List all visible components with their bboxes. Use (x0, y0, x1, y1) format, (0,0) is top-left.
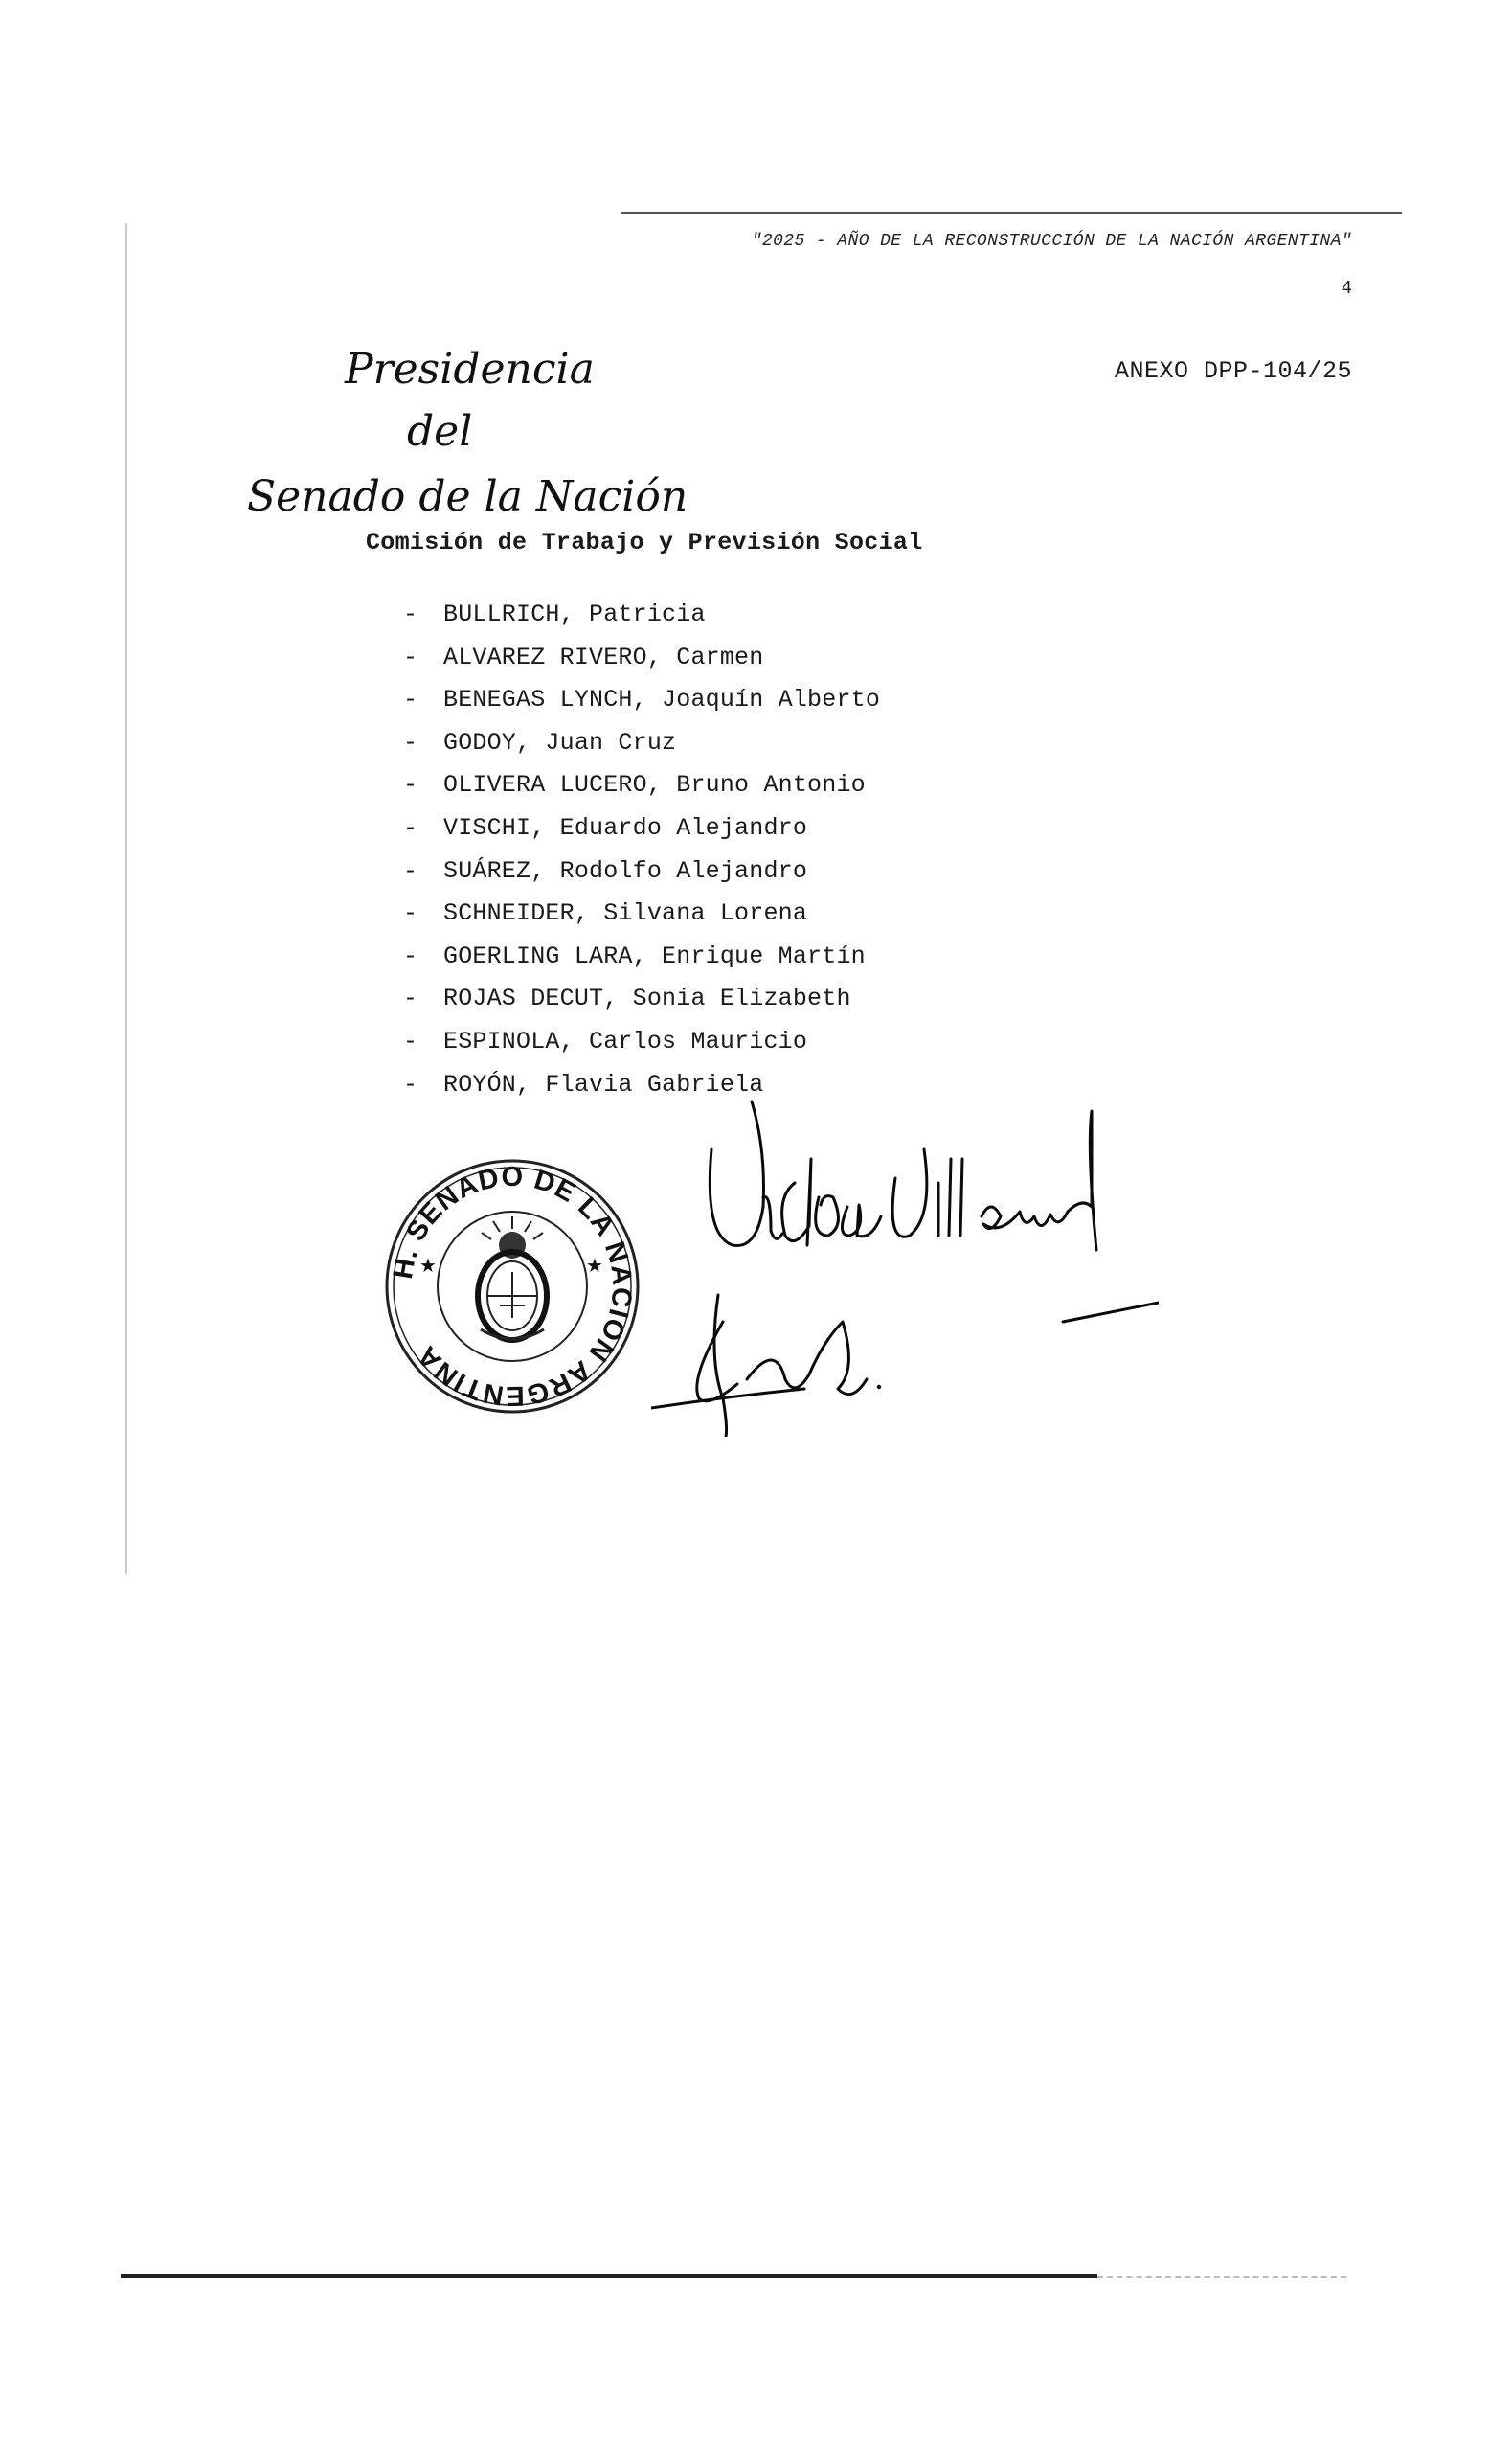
list-item: - SCHNEIDER, Silvana Lorena (403, 899, 808, 928)
list-item: - BULLRICH, Patricia (403, 601, 706, 628)
member-name: BENEGAS LYNCH, Joaquín Alberto (443, 686, 881, 715)
member-name: VISCHI, Eduardo Alejandro (443, 813, 808, 842)
member-name: OLIVERA LUCERO, Bruno Antonio (443, 771, 866, 800)
member-name: SCHNEIDER, Silvana Lorena (443, 899, 808, 928)
footer-rule-dashed (1097, 2276, 1346, 2278)
member-name: ROYÓN, Flavia Gabriela (443, 1070, 764, 1099)
member-name: GODOY, Juan Cruz (443, 728, 677, 757)
list-item: - ALVAREZ RIVERO, Carmen (403, 643, 764, 671)
committee-title: Comisión de Trabajo y Previsión Social (366, 529, 923, 556)
seal-text: H. SENADO DE LA NACION ARGENTINA (387, 1161, 638, 1412)
page-number: 4 (1341, 278, 1352, 299)
letterhead-line-2: del (407, 407, 473, 456)
member-name: GOERLING LARA, Enrique Martín (443, 942, 866, 970)
list-item: - OLIVERA LUCERO, Bruno Antonio (403, 771, 866, 800)
list-item: - ROYÓN, Flavia Gabriela (403, 1070, 764, 1099)
member-name: ALVAREZ RIVERO, Carmen (443, 643, 764, 671)
coat-of-arms-icon (478, 1216, 547, 1340)
svg-text:★: ★ (419, 1254, 437, 1277)
list-item: - GODOY, Juan Cruz (403, 728, 677, 757)
list-item: - SUÁREZ, Rodolfo Alejandro (403, 856, 808, 885)
member-name: ROJAS DECUT, Sonia Elizabeth (443, 985, 851, 1013)
header-rule (621, 212, 1402, 214)
list-item: - ESPINOLA, Carlos Mauricio (403, 1027, 808, 1056)
handwritten-signature-name (704, 1092, 1154, 1260)
member-name: BULLRICH, Patricia (443, 601, 706, 628)
svg-text:★: ★ (586, 1254, 603, 1277)
margin-rule (125, 223, 127, 1574)
list-item: - BENEGAS LYNCH, Joaquín Alberto (403, 686, 881, 715)
member-list (403, 594, 880, 1106)
senate-seal-stamp (383, 1157, 642, 1416)
list-item: - VISCHI, Eduardo Alejandro (403, 813, 808, 842)
year-motto: "2025 - AÑO DE LA RECONSTRUCCIÓN DE LA NACIÓN ARGENTINA" (751, 232, 1352, 251)
letterhead-line-3: Senado de la Nación (247, 472, 688, 521)
footer-rule (121, 2274, 1097, 2278)
list-item: - GOERLING LARA, Enrique Martín (403, 942, 866, 970)
member-name: ESPINOLA, Carlos Mauricio (443, 1027, 808, 1056)
member-name: SUÁREZ, Rodolfo Alejandro (443, 856, 808, 885)
annex-reference: ANEXO DPP-104/25 (1114, 357, 1352, 385)
list-item: - ROJAS DECUT, Sonia Elizabeth (403, 985, 851, 1013)
letterhead-line-1: Presidencia (345, 345, 595, 394)
handwritten-signature-flourish (651, 1283, 1159, 1437)
